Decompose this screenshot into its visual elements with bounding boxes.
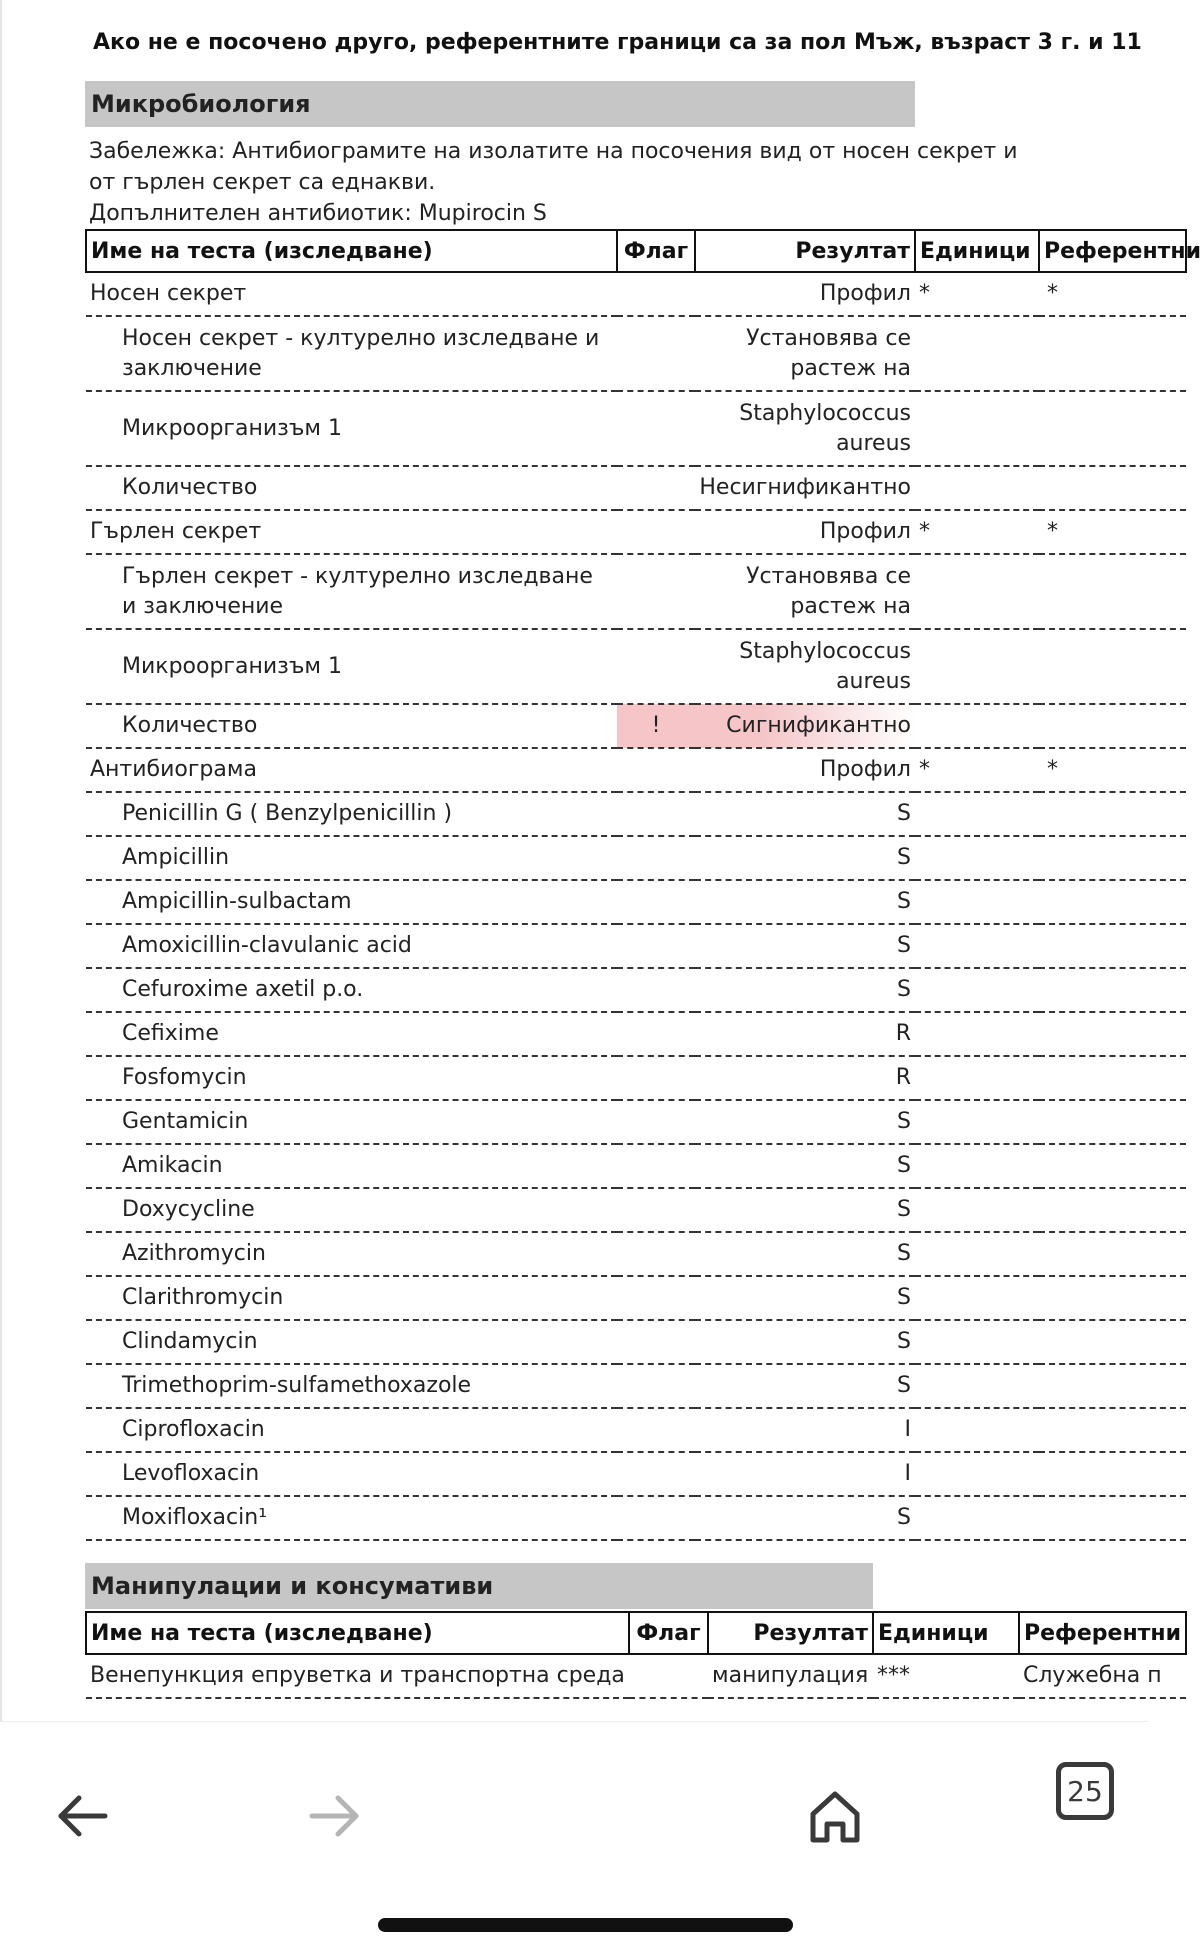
row-reference	[1039, 1100, 1186, 1144]
row-units: *	[915, 272, 1039, 316]
table-row	[86, 272, 1186, 316]
row-test-name: Носен секрет	[86, 272, 617, 316]
forward-button[interactable]	[304, 1786, 364, 1846]
row-units	[915, 1276, 1039, 1320]
row-units	[915, 1188, 1039, 1232]
row-units	[915, 1056, 1039, 1100]
row-test-name: Cefuroxime axetil p.o.	[86, 968, 617, 1012]
row-flag	[617, 1232, 695, 1276]
table-row	[86, 1452, 1186, 1496]
row-flag	[617, 391, 695, 466]
row-result: S	[695, 836, 915, 880]
table-row	[86, 1320, 1186, 1364]
row-units	[915, 968, 1039, 1012]
row-test-name: Doxycycline	[86, 1188, 617, 1232]
row-units: *	[915, 510, 1039, 554]
row-units	[915, 1320, 1039, 1364]
col-header-reference: Референтни	[1039, 230, 1186, 272]
row-flag	[617, 629, 695, 704]
row-result: S	[695, 1496, 915, 1540]
row-reference	[1039, 1232, 1186, 1276]
row-flag	[617, 272, 695, 316]
manipulations-table	[85, 1611, 1187, 1699]
row-test-name: Гърлен секрет - културелно изследване и заключение	[86, 554, 617, 629]
row-units	[915, 554, 1039, 629]
row-units: *	[915, 748, 1039, 792]
row-test-name: Amoxicillin-clavulanic acid	[86, 924, 617, 968]
table-row	[86, 1144, 1186, 1188]
row-test-name: Clarithromycin	[86, 1276, 617, 1320]
row-test-name: Микроорганизъм 1	[86, 391, 617, 466]
row-reference	[1039, 1452, 1186, 1496]
row-test-name: Levofloxacin	[86, 1452, 617, 1496]
row-units	[915, 1452, 1039, 1496]
row-reference	[1039, 924, 1186, 968]
row-units: ***	[873, 1654, 1019, 1698]
table-row	[86, 1496, 1186, 1540]
row-units	[915, 1012, 1039, 1056]
section-title-manipulations: Манипулации и консумативи	[85, 1563, 873, 1609]
row-result: Установява се растеж на	[695, 554, 915, 629]
arrow-right-icon	[312, 1798, 356, 1834]
table-row	[86, 629, 1186, 704]
row-result: Несигнификантно	[695, 466, 915, 510]
row-result: S	[695, 1188, 915, 1232]
home-icon	[813, 1794, 857, 1840]
row-result: R	[695, 1056, 915, 1100]
row-result: Профил	[695, 272, 915, 316]
table-row	[86, 1100, 1186, 1144]
row-flag	[617, 1056, 695, 1100]
row-flag	[617, 1408, 695, 1452]
row-flag	[617, 510, 695, 554]
row-result: Staphylococcus aureus	[695, 629, 915, 704]
row-result: S	[695, 880, 915, 924]
row-flag	[617, 1320, 695, 1364]
row-flag	[617, 924, 695, 968]
row-test-name: Fosfomycin	[86, 1056, 617, 1100]
row-units	[915, 466, 1039, 510]
row-flag	[617, 1452, 695, 1496]
row-reference	[1039, 391, 1186, 466]
row-test-name: Clindamycin	[86, 1320, 617, 1364]
row-result: I	[695, 1452, 915, 1496]
row-flag	[617, 1364, 695, 1408]
row-reference	[1039, 1144, 1186, 1188]
row-units	[915, 836, 1039, 880]
row-flag	[617, 880, 695, 924]
col-header-units: Единици	[915, 230, 1039, 272]
col-header-name: Име на теста (изследване)	[86, 230, 617, 272]
col-header-flag: Флаг	[629, 1612, 708, 1654]
row-result: Профил	[695, 510, 915, 554]
row-reference	[1039, 629, 1186, 704]
row-reference	[1039, 1188, 1186, 1232]
row-reference: *	[1039, 748, 1186, 792]
row-flag	[617, 748, 695, 792]
row-test-name: Венепункция епруветка и транспортна среда	[86, 1654, 629, 1698]
row-units	[915, 924, 1039, 968]
table-row	[86, 792, 1186, 836]
row-flag	[617, 836, 695, 880]
row-result: Установява се растеж на	[695, 316, 915, 391]
table-row	[86, 1364, 1186, 1408]
table-row	[86, 466, 1186, 510]
row-test-name: Penicillin G ( Benzylpenicillin )	[86, 792, 617, 836]
row-units	[915, 1144, 1039, 1188]
note-line: от гърлен секрет са еднакви.	[89, 170, 436, 195]
row-reference	[1039, 1408, 1186, 1452]
row-test-name: Amikacin	[86, 1144, 617, 1188]
row-flag	[629, 1654, 708, 1698]
col-header-name: Име на теста (изследване)	[86, 1612, 629, 1654]
row-test-name: Cefixime	[86, 1012, 617, 1056]
row-flag	[617, 1496, 695, 1540]
row-flag	[617, 1144, 695, 1188]
row-result: S	[695, 1364, 915, 1408]
row-flag	[617, 554, 695, 629]
row-reference	[1039, 880, 1186, 924]
table-row	[86, 510, 1186, 554]
row-result: S	[695, 968, 915, 1012]
row-test-name: Ciprofloxacin	[86, 1408, 617, 1452]
row-result: S	[695, 924, 915, 968]
row-units	[915, 629, 1039, 704]
row-result: I	[695, 1408, 915, 1452]
row-result: S	[695, 1144, 915, 1188]
table-row	[86, 704, 1186, 748]
table-row	[86, 1408, 1186, 1452]
row-reference	[1039, 1012, 1186, 1056]
home-button[interactable]	[805, 1786, 865, 1846]
row-units	[915, 316, 1039, 391]
row-result: S	[695, 1100, 915, 1144]
row-reference	[1039, 1364, 1186, 1408]
row-reference	[1039, 968, 1186, 1012]
table-row	[86, 1012, 1186, 1056]
row-test-name: Ampicillin-sulbactam	[86, 880, 617, 924]
row-units	[915, 1100, 1039, 1144]
table-row	[86, 316, 1186, 391]
table-row	[86, 924, 1186, 968]
row-units	[915, 1232, 1039, 1276]
row-reference	[1039, 836, 1186, 880]
row-test-name: Gentamicin	[86, 1100, 617, 1144]
table-row	[86, 554, 1186, 629]
row-reference	[1039, 704, 1186, 748]
row-test-name: Носен секрет - културелно изследване и заключение	[86, 316, 617, 391]
row-test-name: Moxifloxacin¹	[86, 1496, 617, 1540]
col-header-result: Резултат	[708, 1612, 873, 1654]
row-units	[915, 1364, 1039, 1408]
row-reference	[1039, 316, 1186, 391]
row-reference	[1039, 1496, 1186, 1540]
row-reference	[1039, 1056, 1186, 1100]
col-header-units: Единици	[873, 1612, 1019, 1654]
table-row	[86, 1232, 1186, 1276]
microbiology-note	[89, 136, 1049, 229]
col-header-reference: Референтни	[1019, 1612, 1186, 1654]
row-flag	[617, 1100, 695, 1144]
table-row	[86, 1654, 1186, 1698]
section-title-microbiology: Микробиология	[85, 81, 915, 127]
row-reference	[1039, 792, 1186, 836]
row-units	[915, 391, 1039, 466]
row-reference: Служебна п	[1019, 1654, 1186, 1698]
row-flag	[617, 1276, 695, 1320]
row-result: R	[695, 1012, 915, 1056]
note-line: Забележка: Антибиограмите на изолатите на посочения вид от носен секрет и	[89, 139, 1018, 164]
row-result: S	[695, 1232, 915, 1276]
table-row	[86, 836, 1186, 880]
reference-note: Ако не е посочено друго, референтните граници са за пол Мъж, възраст 3 г. и 11	[93, 30, 1142, 55]
tabs-button[interactable]	[1056, 1762, 1114, 1820]
table-row	[86, 968, 1186, 1012]
back-button[interactable]	[53, 1786, 113, 1846]
microbiology-table	[85, 229, 1201, 1541]
row-reference: *	[1039, 510, 1186, 554]
row-result: манипулация	[708, 1654, 873, 1698]
table-row	[86, 748, 1186, 792]
row-result: Профил	[695, 748, 915, 792]
table-row	[86, 391, 1186, 466]
row-test-name: Ampicillin	[86, 836, 617, 880]
row-units	[915, 704, 1039, 748]
row-test-name: Количество	[86, 466, 617, 510]
table-header-row	[86, 230, 1186, 272]
row-flag	[617, 968, 695, 1012]
table-header-row	[86, 1612, 1186, 1654]
table-row	[86, 1188, 1186, 1232]
row-test-name: Гърлен секрет	[86, 510, 617, 554]
home-indicator-bar[interactable]	[378, 1918, 793, 1932]
row-flag: !	[617, 704, 695, 748]
row-units	[915, 792, 1039, 836]
col-header-result: Резултат	[695, 230, 915, 272]
row-flag	[617, 1012, 695, 1056]
row-test-name: Количество	[86, 704, 617, 748]
row-units	[915, 880, 1039, 924]
arrow-left-icon	[61, 1798, 105, 1834]
row-reference: *	[1039, 272, 1186, 316]
table-row	[86, 1276, 1186, 1320]
row-units	[915, 1408, 1039, 1452]
row-result: S	[695, 792, 915, 836]
row-test-name: Микроорганизъм 1	[86, 629, 617, 704]
note-line: Допълнителен антибиотик: Mupirocin S	[89, 201, 547, 226]
row-test-name: Trimethoprim-sulfamethoxazole	[86, 1364, 617, 1408]
table-row	[86, 1056, 1186, 1100]
col-header-flag: Флаг	[617, 230, 695, 272]
row-result: S	[695, 1320, 915, 1364]
row-flag	[617, 316, 695, 391]
row-flag	[617, 466, 695, 510]
row-test-name: Azithromycin	[86, 1232, 617, 1276]
row-reference	[1039, 1320, 1186, 1364]
row-result: Сигнификантно	[695, 704, 915, 748]
row-result: Staphylococcus aureus	[695, 391, 915, 466]
row-reference	[1039, 1276, 1186, 1320]
row-flag	[617, 792, 695, 836]
row-units	[915, 1496, 1039, 1540]
table-row	[86, 880, 1186, 924]
row-reference	[1039, 554, 1186, 629]
row-result: S	[695, 1276, 915, 1320]
tabs-count: 25	[1067, 1774, 1103, 1808]
row-test-name: Антибиограма	[86, 748, 617, 792]
row-flag	[617, 1188, 695, 1232]
row-reference	[1039, 466, 1186, 510]
